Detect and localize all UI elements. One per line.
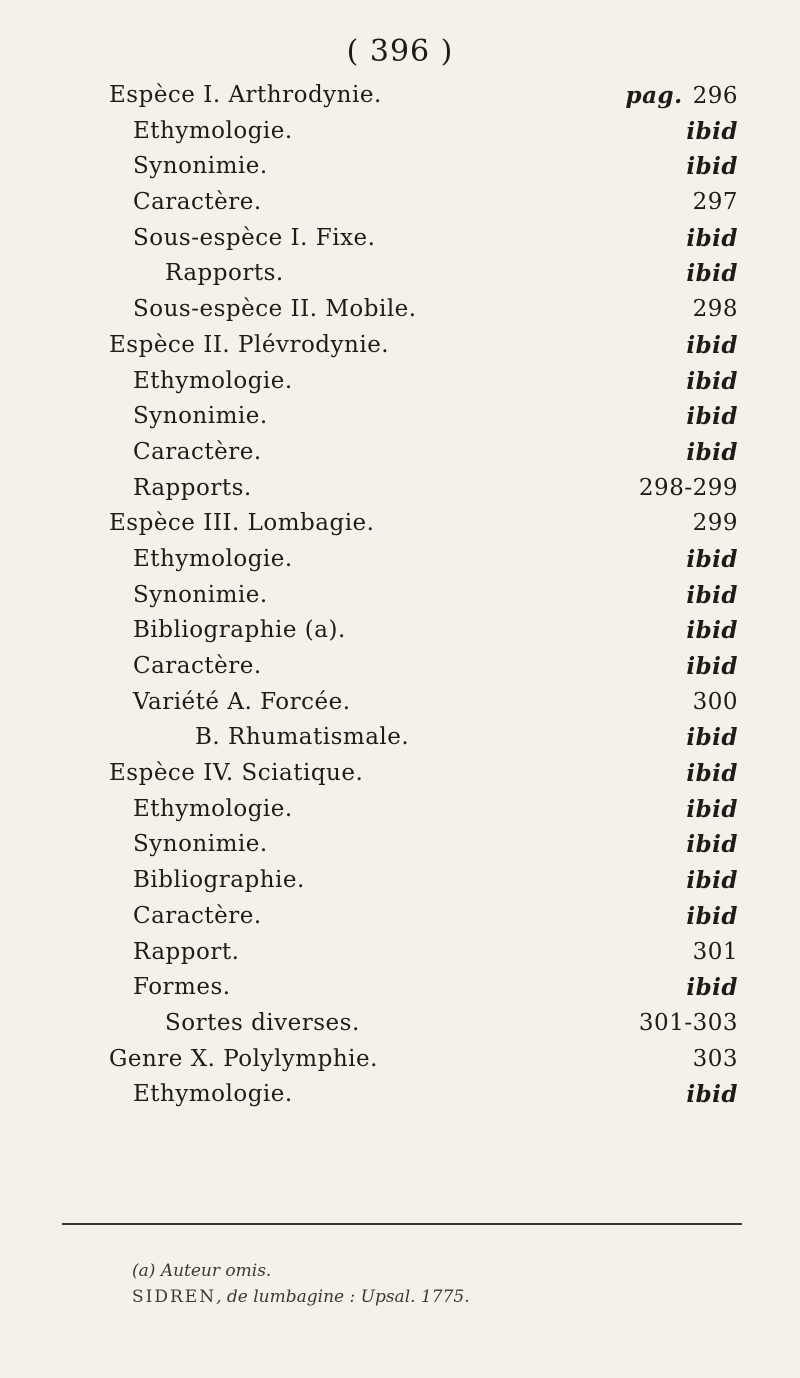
toc-entry-label: B. Rhumatismale. xyxy=(195,724,410,751)
toc-entry-page xyxy=(639,471,738,507)
toc-entry-label: Caractère. xyxy=(133,653,262,679)
toc-row xyxy=(0,1077,800,1113)
toc-entry-label: Ethymologie. xyxy=(133,545,293,572)
toc-entry-page-number: ibid xyxy=(686,1081,738,1109)
toc-entry-page-number: ibid xyxy=(686,653,738,680)
toc-row xyxy=(0,399,800,435)
pag-prefix: pag. xyxy=(625,82,683,109)
toc-entry-page xyxy=(686,364,738,400)
toc-entry-page-number: ibid xyxy=(686,724,738,752)
toc-entry-page xyxy=(686,899,738,935)
toc-row xyxy=(0,506,800,542)
toc-entry-label: Rapport. xyxy=(133,938,240,965)
footnote-text-1: Auteur omis. xyxy=(160,1261,272,1281)
toc-entry-page-number: ibid xyxy=(686,153,738,181)
toc-entry-page-number: ibid xyxy=(686,260,738,288)
toc-entry-page xyxy=(686,399,738,435)
toc-entry-page xyxy=(686,649,738,685)
toc-entry-page-number: 297 xyxy=(692,189,738,216)
toc-entry-page-number: 299 xyxy=(692,510,738,537)
toc-entry-page xyxy=(686,613,738,649)
toc-entry-label: Ethymologie. xyxy=(133,367,293,394)
toc-row xyxy=(0,471,800,507)
toc-entry-page-number: ibid xyxy=(686,760,738,788)
footnote-line-2 xyxy=(132,1284,470,1310)
toc-entry-page-number: 301-303 xyxy=(638,1009,738,1036)
toc-entry-label: Caractère. xyxy=(133,189,262,216)
toc-entry-label: Sous-espèce I. Fixe. xyxy=(133,224,376,251)
toc-entry-page-number: ibid xyxy=(686,902,738,930)
toc-row xyxy=(0,364,800,400)
toc-row xyxy=(0,756,800,792)
toc-entry-page xyxy=(693,1042,738,1078)
toc-entry-page xyxy=(686,578,738,614)
toc-entry-page-number: 301 xyxy=(692,938,738,965)
toc-entry-page xyxy=(626,78,738,115)
toc-row xyxy=(0,292,800,328)
page-number: ( 396 ) xyxy=(346,34,454,69)
toc-row xyxy=(0,114,800,150)
toc-entry-page xyxy=(686,149,738,185)
toc-entry-label: Rapports. xyxy=(133,474,252,501)
toc-row xyxy=(0,720,800,756)
toc-row xyxy=(0,328,800,364)
toc-entry-page-number: ibid xyxy=(686,403,738,431)
toc-entry-page-number: ibid xyxy=(686,117,738,145)
toc-entry-page-number: ibid xyxy=(686,224,738,252)
toc-entry-label: Ethymologie. xyxy=(133,1081,293,1108)
toc-row xyxy=(0,1006,800,1042)
toc-entry-page xyxy=(686,756,738,792)
toc-entry-label: Sous-espèce II. Mobile. xyxy=(133,296,417,323)
toc-row xyxy=(0,578,800,614)
toc-entry-label: Synonimie. xyxy=(133,403,268,430)
toc-row xyxy=(0,1042,800,1078)
toc-entry-page xyxy=(693,292,738,328)
toc-entry-label: Synonimie. xyxy=(133,831,268,858)
toc-entry-page-number: ibid xyxy=(686,867,738,895)
toc-entry-page xyxy=(686,720,738,756)
toc-entry-label: Espèce IV. Sciatique. xyxy=(109,760,364,787)
toc-entry-page xyxy=(686,542,738,578)
toc-row xyxy=(0,649,800,685)
toc-row xyxy=(0,899,800,935)
toc-entry-page-number: ibid xyxy=(686,331,738,359)
toc-entry-label: Ethymologie. xyxy=(133,117,293,144)
toc-entry-page-number: 300 xyxy=(692,688,738,715)
toc-entry-label: Caractère. xyxy=(133,902,262,929)
toc-entry-page-number: ibid xyxy=(686,795,738,823)
toc-entry-page xyxy=(686,256,738,292)
toc-entry-page-number: 298-299 xyxy=(638,474,738,501)
toc-entry-label: Synonimie. xyxy=(133,153,268,180)
toc-row xyxy=(0,185,800,221)
toc-entry-label: Espèce I. Arthrodynie. xyxy=(109,82,382,108)
toc-entry-label: Synonimie. xyxy=(133,581,268,608)
toc-entry-page xyxy=(693,685,738,721)
toc-entry-label: Genre X. Polylymphie. xyxy=(109,1045,378,1072)
footnote-marker: (a) xyxy=(132,1261,156,1281)
footnote-author: SIDREN xyxy=(132,1287,217,1307)
toc-entry-page-number: ibid xyxy=(686,545,738,573)
toc-entry-page xyxy=(693,935,738,971)
toc-entry-label: Sortes diverses. xyxy=(165,1009,360,1036)
toc-entry-label: Rapports. xyxy=(165,260,284,287)
toc-entry-page-number: ibid xyxy=(686,974,738,1002)
toc-entry-label: Ethymologie. xyxy=(133,795,293,822)
toc-row xyxy=(0,435,800,471)
toc-entry-page xyxy=(693,185,738,221)
toc-row xyxy=(0,613,800,649)
toc-entry-page xyxy=(686,435,738,471)
toc-row xyxy=(0,78,800,114)
toc-row xyxy=(0,827,800,863)
toc-entry-page-number: 296 xyxy=(692,83,738,109)
footnotes xyxy=(132,1258,470,1310)
toc-entry-label: Espèce II. Plévrodynie. xyxy=(109,331,390,358)
toc-entry-label: Variété A. Forcée. xyxy=(133,688,351,715)
table-of-contents xyxy=(0,78,800,1113)
footnote-divider xyxy=(62,1223,742,1225)
toc-entry-page xyxy=(693,506,738,542)
footnote-line-1 xyxy=(132,1258,470,1284)
toc-row xyxy=(0,149,800,185)
toc-entry-page xyxy=(686,827,738,863)
toc-entry-page xyxy=(686,970,738,1006)
toc-entry-page-number: 303 xyxy=(692,1045,738,1072)
toc-row xyxy=(0,221,800,257)
toc-entry-page xyxy=(686,114,738,150)
toc-entry-page-number: ibid xyxy=(686,367,738,395)
toc-entry-page-number: ibid xyxy=(686,438,738,466)
toc-entry-page xyxy=(686,863,738,899)
toc-entry-page xyxy=(686,1077,738,1113)
toc-entry-label: Caractère. xyxy=(133,438,262,465)
toc-entry-label: Bibliographie (a). xyxy=(133,617,346,644)
toc-row xyxy=(0,935,800,971)
toc-row xyxy=(0,542,800,578)
toc-entry-label: Formes. xyxy=(133,974,231,1001)
toc-row xyxy=(0,685,800,721)
toc-entry-label: Espèce III. Lombagie. xyxy=(109,510,375,537)
toc-entry-page-number: 298 xyxy=(692,296,738,323)
toc-row xyxy=(0,863,800,899)
toc-entry-page xyxy=(686,792,738,828)
toc-row xyxy=(0,970,800,1006)
toc-entry-page-number: ibid xyxy=(686,617,738,645)
toc-entry-page-number: ibid xyxy=(686,831,738,859)
toc-entry-page xyxy=(686,328,738,364)
toc-entry-page xyxy=(686,221,738,257)
toc-entry-label: Bibliographie. xyxy=(133,867,305,894)
toc-row xyxy=(0,256,800,292)
toc-entry-page-number: ibid xyxy=(686,581,738,609)
footnote-text-2: , de lumbagine : Upsal. 1775. xyxy=(216,1287,470,1307)
toc-entry-page xyxy=(639,1006,738,1042)
toc-row xyxy=(0,792,800,828)
